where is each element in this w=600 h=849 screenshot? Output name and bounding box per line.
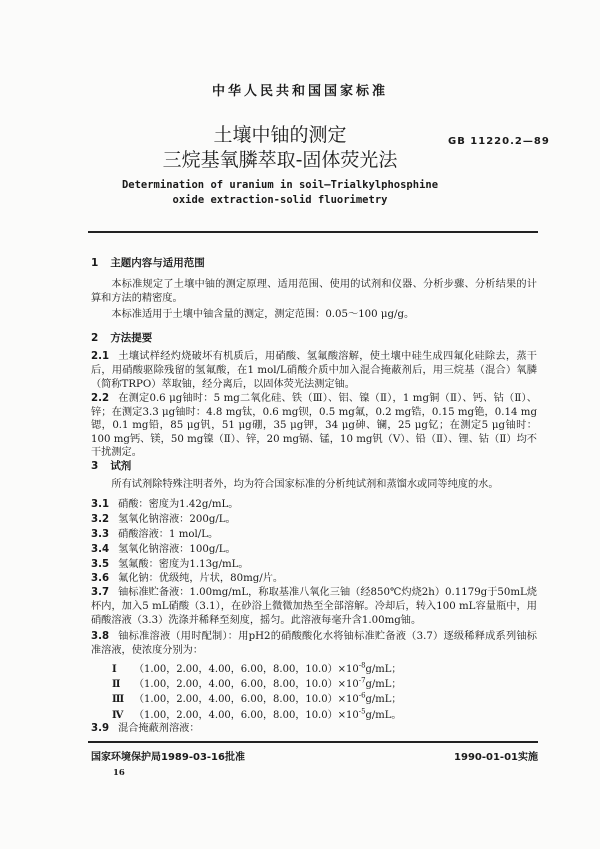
paragraph: 所有试剂除特殊注明者外，均为符合国家标准的分析纯试剂和蒸馏水或同等纯度的水。 xyxy=(111,479,499,490)
series-exponent: -8 xyxy=(358,661,366,670)
clause-text: 铀标准溶液（用时配制）：用pH2的硝酸酸化水将铀标准贮备液（3.7）逐级稀释成系列铀标准溶液，使浓度分别为： xyxy=(91,631,537,656)
section-number: 2 xyxy=(91,332,99,344)
clause-3-7 xyxy=(91,586,537,628)
concentration-series-row xyxy=(112,660,401,675)
series-unit: g/mL。 xyxy=(365,710,402,721)
series-exponent: -7 xyxy=(358,676,366,685)
page-number: 16 xyxy=(113,768,125,778)
series-unit: g/mL； xyxy=(365,664,402,675)
concentration-series-row xyxy=(112,706,401,721)
clause-number: 3.3 xyxy=(91,529,110,540)
series-unit: g/mL； xyxy=(365,679,402,690)
section-2-heading xyxy=(91,330,152,345)
series-unit: g/mL； xyxy=(365,694,402,705)
section-title: 试剂 xyxy=(110,460,132,472)
clause-number: 3.2 xyxy=(91,514,110,525)
clause-3-8 xyxy=(91,630,537,658)
section-number: 3 xyxy=(91,460,99,472)
clause-number: 3.1 xyxy=(91,499,110,510)
clause-text: 氢氟酸：密度为1.13g/mL。 xyxy=(118,559,249,570)
section-title: 主题内容与适用范围 xyxy=(110,257,205,269)
series-label: Ⅰ xyxy=(112,664,117,675)
clause-text: 铀标准贮备液：1.00mg/mL，称取基准八氧化三铀（经850℃灼烧2h）0.1179g于50mL烧杯内，加入5 mL硝酸（3.1），在砂浴上微微加热至全部溶解。冷却后，转入100 mL容量瓶中，用硝酸溶液（3.3）洗涤并稀释至刻度，摇匀。此溶液每毫升含1.00mg铀。 xyxy=(91,587,537,626)
clause-number: 3.5 xyxy=(91,559,110,570)
series-label: Ⅲ xyxy=(112,694,125,705)
clause-text: 硝酸溶液：1 mol/L。 xyxy=(118,529,219,540)
series-values: （1.00，2.00，4.00，6.00，8.00，10.0）×10 xyxy=(134,679,359,690)
clause-text: 氢氧化钠溶液：200g/L。 xyxy=(118,514,236,525)
clause-text: 氢氧化钠溶液：100g/L。 xyxy=(118,544,236,555)
series-exponent: -5 xyxy=(358,707,366,716)
clause-text: 在测定0.6 μg铀时：5 mg二氧化硅、铁（Ⅲ）、铝、镍（Ⅱ），1 mg铜（Ⅱ）、钙、钴（Ⅱ）、锌；在测定3.3 μg铀时：4.8 mg钛，0.6 mg钡，0.5 mg氟，0.2 mg锆，0.15 mg铯，0.14 mg锶，0.1 mg铅，85 μg钒，51 μg硼，35 μg钾，34 μg砷、镧，25 μg钇；在测定5 μg铀时：100 mg钙、镁，50 mg镍（Ⅱ）、锌，20 mg镉、锰，10 mg钒（Ⅴ）、铅（Ⅱ）、锂、钴（Ⅱ）均不干扰测定。 xyxy=(91,393,537,458)
clause-text: 土壤试样经灼烧破坏有机质后，用硝酸、氢氟酸溶解，使土壤中硅生成四氟化硅除去，蒸干后，用硝酸驱除残留的氢氟酸，在1 mol/L硝酸介质中加入混合掩蔽剂后，用三烷基（混合）氧膦（简称TRPO）萃取铀，经分离后，以固体荧光法测定铀。 xyxy=(91,351,537,390)
effective-date: 1990-01-01实施 xyxy=(454,752,538,763)
clause-3-4 xyxy=(91,543,537,557)
section-3-heading xyxy=(91,458,131,473)
clause-number: 2.2 xyxy=(91,393,110,404)
clause-3-6 xyxy=(91,572,537,586)
clause-2-2 xyxy=(91,392,537,460)
clause-text: 硝酸：密度为1.42g/mL。 xyxy=(118,499,239,510)
clause-3-5 xyxy=(91,558,537,572)
series-values: （1.00，2.00，4.00，6.00，8.00，10.0）×10 xyxy=(134,664,359,675)
clause-number: 3.4 xyxy=(91,544,110,555)
clause-3-9 xyxy=(91,722,537,736)
clause-3-2 xyxy=(91,513,537,527)
clause-number: 2.1 xyxy=(91,351,110,362)
footer-divider xyxy=(88,741,538,743)
title-line-1: 土壤中铀的测定 xyxy=(213,124,347,146)
english-title-line-1: Determination of uranium in soil—Trialkylphosphine xyxy=(121,179,439,191)
clause-number: 3.6 xyxy=(91,573,110,584)
series-values: （1.00，2.00，4.00，6.00，8.00，10.0）×10 xyxy=(134,710,359,721)
paragraph: 本标准规定了土壤中铀的测定原理、适用范围、使用的试剂和仪器、分析步骤、分析结果的计算和方法的精密度。 xyxy=(91,279,537,304)
approval-date: 国家环境保护局1989-03-16批准 xyxy=(91,752,245,763)
series-exponent: -6 xyxy=(358,691,366,700)
english-title-line-2: oxide extraction-solid fluorimetry xyxy=(172,194,388,206)
series-values: （1.00，2.00，4.00，6.00，8.00，10.0）×10 xyxy=(134,694,359,705)
standard-number: GB 11220.2—89 xyxy=(448,136,550,147)
clause-text: 氟化钠：优级纯，片状，80mg/片。 xyxy=(118,573,284,584)
section-title: 方法提要 xyxy=(110,332,153,344)
series-label: Ⅳ xyxy=(112,710,124,721)
clause-number: 3.9 xyxy=(91,723,110,734)
clause-3-3 xyxy=(91,528,537,542)
national-standard-label: 中华人民共和国国家标准 xyxy=(211,84,388,99)
clause-number: 3.8 xyxy=(91,631,110,642)
paragraph: 本标准适用于土壤中铀含量的测定，测定范围：0.05～100 μg/g。 xyxy=(111,309,415,320)
clause-text: 混合掩蔽剂溶液： xyxy=(118,723,200,734)
concentration-series-row xyxy=(112,690,401,705)
title-line-2: 三烷基氧膦萃取-固体荧光法 xyxy=(162,149,398,171)
concentration-series-row xyxy=(112,675,401,690)
section-number: 1 xyxy=(91,257,99,269)
clause-3-1 xyxy=(91,498,537,512)
series-label: Ⅱ xyxy=(112,679,121,690)
section-1-heading xyxy=(91,255,205,270)
clause-number: 3.7 xyxy=(91,587,110,598)
header-divider xyxy=(88,231,538,233)
clause-2-1 xyxy=(91,350,537,392)
